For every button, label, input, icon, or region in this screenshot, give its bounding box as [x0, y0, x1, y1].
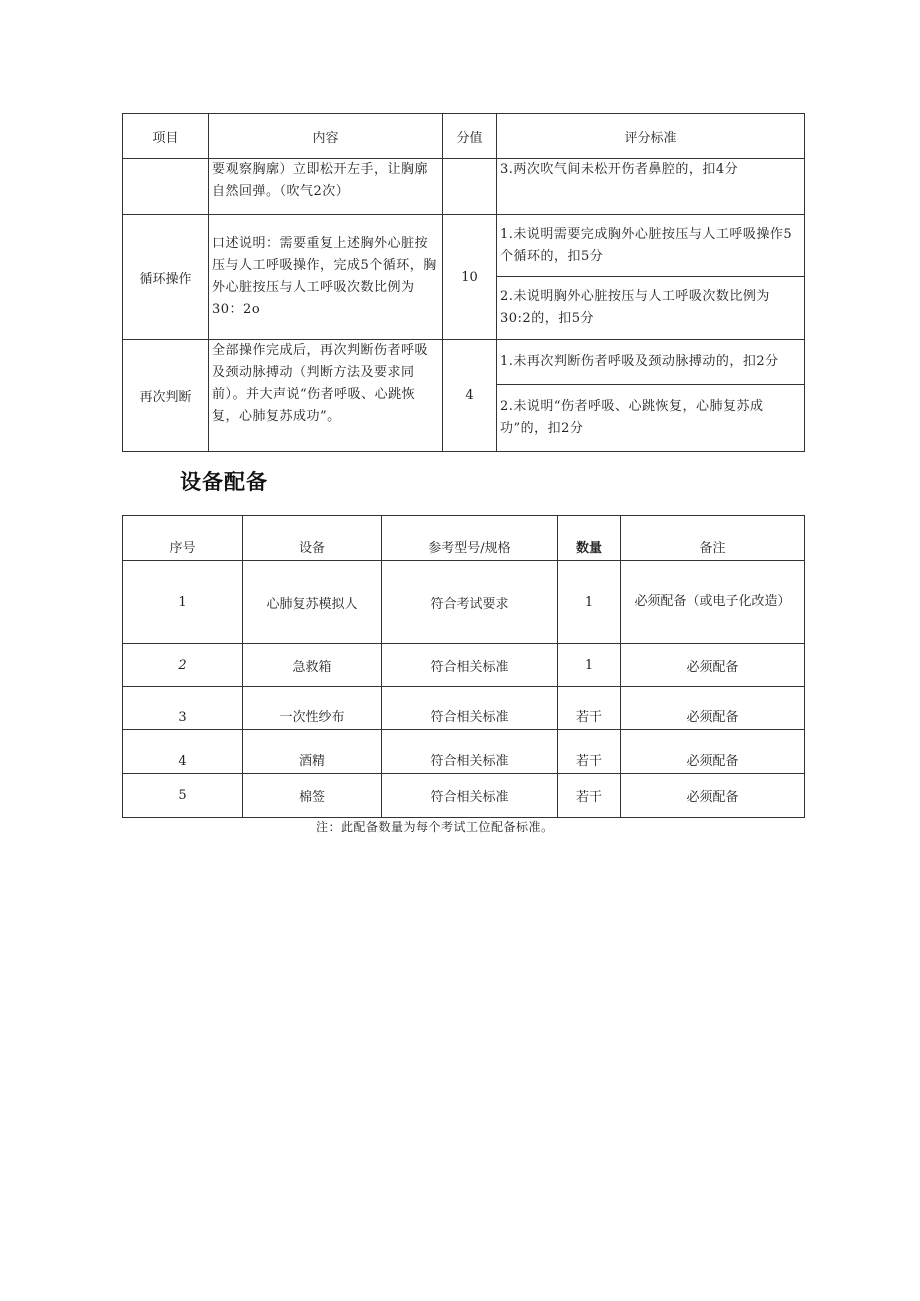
criteria-cell: 2.未说明胸外心脏按压与人工呼吸次数比例为30:2的，扣5分	[500, 289, 770, 326]
remark-cell: 必须配备	[621, 687, 805, 730]
equipment-cell: 棉签	[243, 774, 382, 818]
quantity-cell: 1	[558, 644, 621, 687]
header-equipment: 设备	[243, 516, 382, 561]
criteria-cell: 2.未说明“伤者呼吸、心跳恢复，心肺复苏成功”的，扣2分	[500, 399, 764, 436]
no-cell: 1	[123, 561, 243, 644]
section-title: 设备配备	[180, 470, 268, 494]
content-cell: 要观察胸廓）立即松开左手，让胸廓自然回弹。（吹气2次）	[212, 162, 429, 199]
quantity-cell: 1	[558, 561, 621, 644]
footnote: 注：此配备数量为每个考试工位配备标准。	[316, 820, 554, 834]
equipment-table	[122, 515, 805, 818]
no-cell: 4	[123, 730, 243, 774]
table-row	[123, 561, 805, 644]
table-row	[123, 774, 805, 818]
scoring-header-row	[123, 114, 805, 159]
model-cell: 符合相关标准	[382, 730, 558, 774]
equipment-cell: 一次性纱布	[243, 687, 382, 730]
content-cell: 口述说明：需要重复上述胸外心脏按压与人工呼吸操作，完成5个循环，胸外心脏按压与人工呼吸次数比例为30：2o	[212, 236, 437, 317]
no-cell: 5	[123, 774, 243, 818]
table-row	[123, 644, 805, 687]
quantity-cell: 若干	[558, 687, 621, 730]
header-quantity: 数量	[558, 516, 621, 561]
score-cell: 4	[443, 340, 497, 452]
scoring-table	[122, 113, 805, 452]
table-row	[123, 340, 805, 385]
header-criteria: 评分标准	[497, 114, 805, 159]
model-cell: 符合相关标准	[382, 644, 558, 687]
score-cell-empty	[443, 159, 497, 215]
quantity-cell: 若干	[558, 774, 621, 818]
content-cell: 全部操作完成后，再次判断伤者呼吸及颈动脉搏动（判断方法及要求同前）。并大声说“伤者呼吸、心跳恢复，心肺复苏成功”。	[212, 343, 429, 424]
no-cell: 2	[123, 644, 243, 687]
table-row	[123, 687, 805, 730]
model-cell: 符合相关标准	[382, 687, 558, 730]
header-item: 项目	[123, 114, 209, 159]
score-cell: 10	[443, 215, 497, 340]
item-cell: 循环操作	[123, 215, 209, 340]
header-remark: 备注	[621, 516, 805, 561]
header-no: 序号	[123, 516, 243, 561]
table-row	[123, 215, 805, 277]
equipment-header-row	[123, 516, 805, 561]
quantity-cell: 若干	[558, 730, 621, 774]
table-row	[123, 730, 805, 774]
model-cell: 符合考试要求	[382, 561, 558, 644]
criteria-cell: 1.未说明需要完成胸外心脏按压与人工呼吸操作5个循环的，扣5分	[500, 226, 793, 264]
header-content: 内容	[209, 114, 443, 159]
criteria-cell: 1.未再次判断伤者呼吸及颈动脉搏动的，扣2分	[500, 354, 779, 369]
no-cell: 3	[123, 687, 243, 730]
remark-cell: 必须配备（或电子化改造）	[621, 561, 805, 644]
table-row	[123, 159, 805, 215]
remark-cell: 必须配备	[621, 730, 805, 774]
criteria-cell: 3.两次吹气间未松开伤者鼻腔的，扣4分	[500, 162, 739, 177]
equipment-cell: 急救箱	[243, 644, 382, 687]
header-model: 参考型号/规格	[382, 516, 558, 561]
remark-cell: 必须配备	[621, 644, 805, 687]
equipment-cell: 心肺复苏模拟人	[243, 561, 382, 644]
item-cell: 再次判断	[123, 340, 209, 452]
remark-cell: 必须配备	[621, 774, 805, 818]
model-cell: 符合相关标准	[382, 774, 558, 818]
equipment-cell: 酒精	[243, 730, 382, 774]
item-cell-empty	[123, 159, 209, 215]
header-score: 分值	[443, 114, 497, 159]
